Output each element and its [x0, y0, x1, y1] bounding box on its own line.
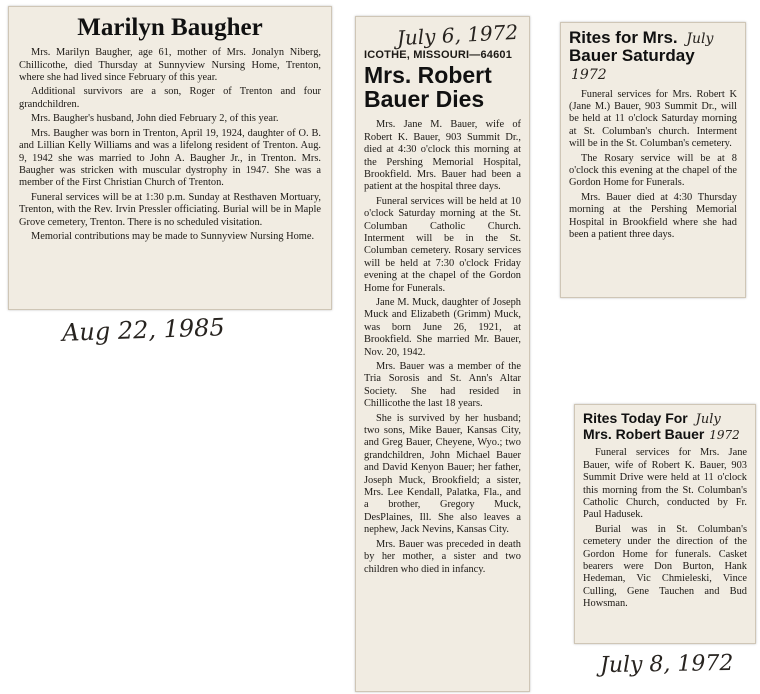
paragraph: The Rosary service will be at 8 o'clock this evening at the chapel of the Gordon Home for Funerals.	[569, 152, 737, 189]
headline-line	[583, 411, 747, 427]
paragraph: Jane M. Muck, daughter of Joseph Muck and Elizabeth (Grimm) Muck, was born June 26, 1921, at Brookfield. She married Mr. Bauer, Nov. 20, 1942.	[364, 296, 521, 358]
headline-line: Bauer Dies	[364, 86, 485, 113]
paragraph: She is survived by her husband; two sons, Mike Bauer, Kansas City, and Greg Bauer, Cheyene, Wyo.; two grandchildren, John Michael Bauer and David Kenyon Bauer; her father, Joseph Muck, Brookfield; a sister, Mrs. Lee Kendall, Palatka, Fla., and a brother, Gregory Muck, DesPlaines, Ill. She also leaves a nephew, Jack Nevins, Kansas City.	[364, 412, 521, 536]
paragraph: Funeral services will be held at 10 o'clock Saturday morning at the St. Columban Catholic Church. Interment will be in the St. Columban cemetery. Rosary services will be held at 7:30 o'clock Friday evening at the chapel of the Gordon Home for Funerals.	[364, 195, 521, 294]
headline-line	[583, 427, 747, 442]
headline-text: Rites Today For	[583, 410, 688, 426]
paragraph: Mrs. Baugher was born in Trenton, April 19, 1924, daughter of O. B. and Lillian Kelly Williams and was a lifelong resident of Trenton. Aug. 9, 1942 she was married to John A. Baugher Jr., in Trenton. Mrs. Baugher was stricken with muscular dystrophy in 1947. She was a member of the First Christian Church of Trenton.	[19, 127, 321, 189]
article-body-rites-saturday	[569, 89, 737, 242]
dateline: ICOTHE, MISSOURI—64601	[364, 49, 513, 61]
headline-line	[569, 47, 737, 83]
headline-line	[569, 29, 737, 47]
paragraph: Mrs. Bauer was a member of the Tria Sorosis and St. Ann's Altar Society. She had resided in Chillicothe the last 18 years.	[364, 361, 521, 410]
headline-rites-saturday	[569, 29, 737, 83]
headline-text: Mrs. Robert Bauer	[583, 425, 705, 442]
paragraph: Funeral services will be at 1:30 p.m. Sunday at Resthaven Mortuary, Trenton, with the Rev. Irvin Pressler officiating. Burial will be in Maple Grove cemetery, Trenton. There is no scheduled visitation.	[19, 191, 321, 228]
obituary-clipping-rites-saturday	[560, 22, 746, 298]
headline-text: Bauer Saturday	[569, 45, 695, 65]
handwritten-date-rites-today: July 8, 1972	[599, 650, 734, 679]
obituary-clipping-baugher	[8, 6, 332, 310]
handwritten-date-part: 1972	[709, 427, 740, 442]
headline-text: Rites for Mrs.	[569, 28, 678, 47]
paragraph: Funeral services for Mrs. Jane Bauer, wife of Robert K. Bauer, 903 Summit Drive were held at 11 o'clock this morning from the St. Columban's Catholic Church, conducted by Fr. Paul Hadusek.	[583, 447, 747, 521]
paragraph: Burial was in St. Columban's cemetery under the direction of the Gordon Home for funerals. Casket bearers were Don Burton, Hank Hedeman, Vic Chmieleski, Vince Culling, Gene Tauchen and Bud Howsman.	[583, 523, 747, 610]
paragraph: Mrs. Bauer was preceded in death by her mother, a sister and two children who died in infancy.	[364, 538, 521, 575]
obituary-clipping-bauer-dies	[355, 16, 530, 692]
headline-bauer-dies	[364, 63, 521, 111]
paragraph: Mrs. Jane M. Bauer, wife of Robert K. Bauer, 903 Summit Dr., died at 4:30 o'clock this morning at the Pershing Memorial Hospital, Brookfield. Mrs. Bauer had been a patient at the hospital three days.	[364, 119, 521, 193]
paragraph: Additional survivors are a son, Roger of Trenton and four grandchildren.	[19, 86, 321, 110]
paragraph: Mrs. Bauer died at 4:30 Thursday morning at the Pershing Memorial Hospital in Brookfield where she had been a patient three days.	[569, 191, 737, 240]
article-body-baugher	[19, 47, 321, 243]
handwritten-date-baugher: Aug 22, 1985	[61, 313, 226, 347]
headline-baugher: Marilyn Baugher	[77, 14, 263, 41]
headline-rites-today	[583, 411, 747, 441]
paragraph: Funeral services for Mrs. Robert K (Jane M.) Bauer, 903 Summit Dr., will be held at 11 o'clock Saturday morning at St. Columban's church. Interment will be in the St. Columban's cemetery.	[569, 88, 737, 150]
handwritten-date-part: 1972	[571, 66, 607, 83]
headline-line: Mrs. Robert	[364, 62, 492, 88]
handwritten-date-part: July	[686, 31, 714, 47]
obituary-clipping-rites-today	[574, 404, 756, 644]
paragraph: Mrs. Marilyn Baugher, age 61, mother of Mrs. Jonalyn Niberg, Chillicothe, died Thursday at Sunnyview Nursing Home, Trenton, where she had lived since February of this year.	[19, 47, 321, 84]
handwritten-date-bauer-dies: July 6, 1972	[396, 19, 519, 51]
paragraph: Mrs. Baugher's husband, John died February 2, of this year.	[31, 113, 279, 125]
paragraph: Memorial contributions may be made to Sunnyview Nursing Home.	[31, 230, 315, 242]
handwritten-date-part: July	[695, 412, 721, 427]
article-body-rites-today	[583, 447, 747, 610]
article-body-bauer-dies	[364, 119, 521, 576]
